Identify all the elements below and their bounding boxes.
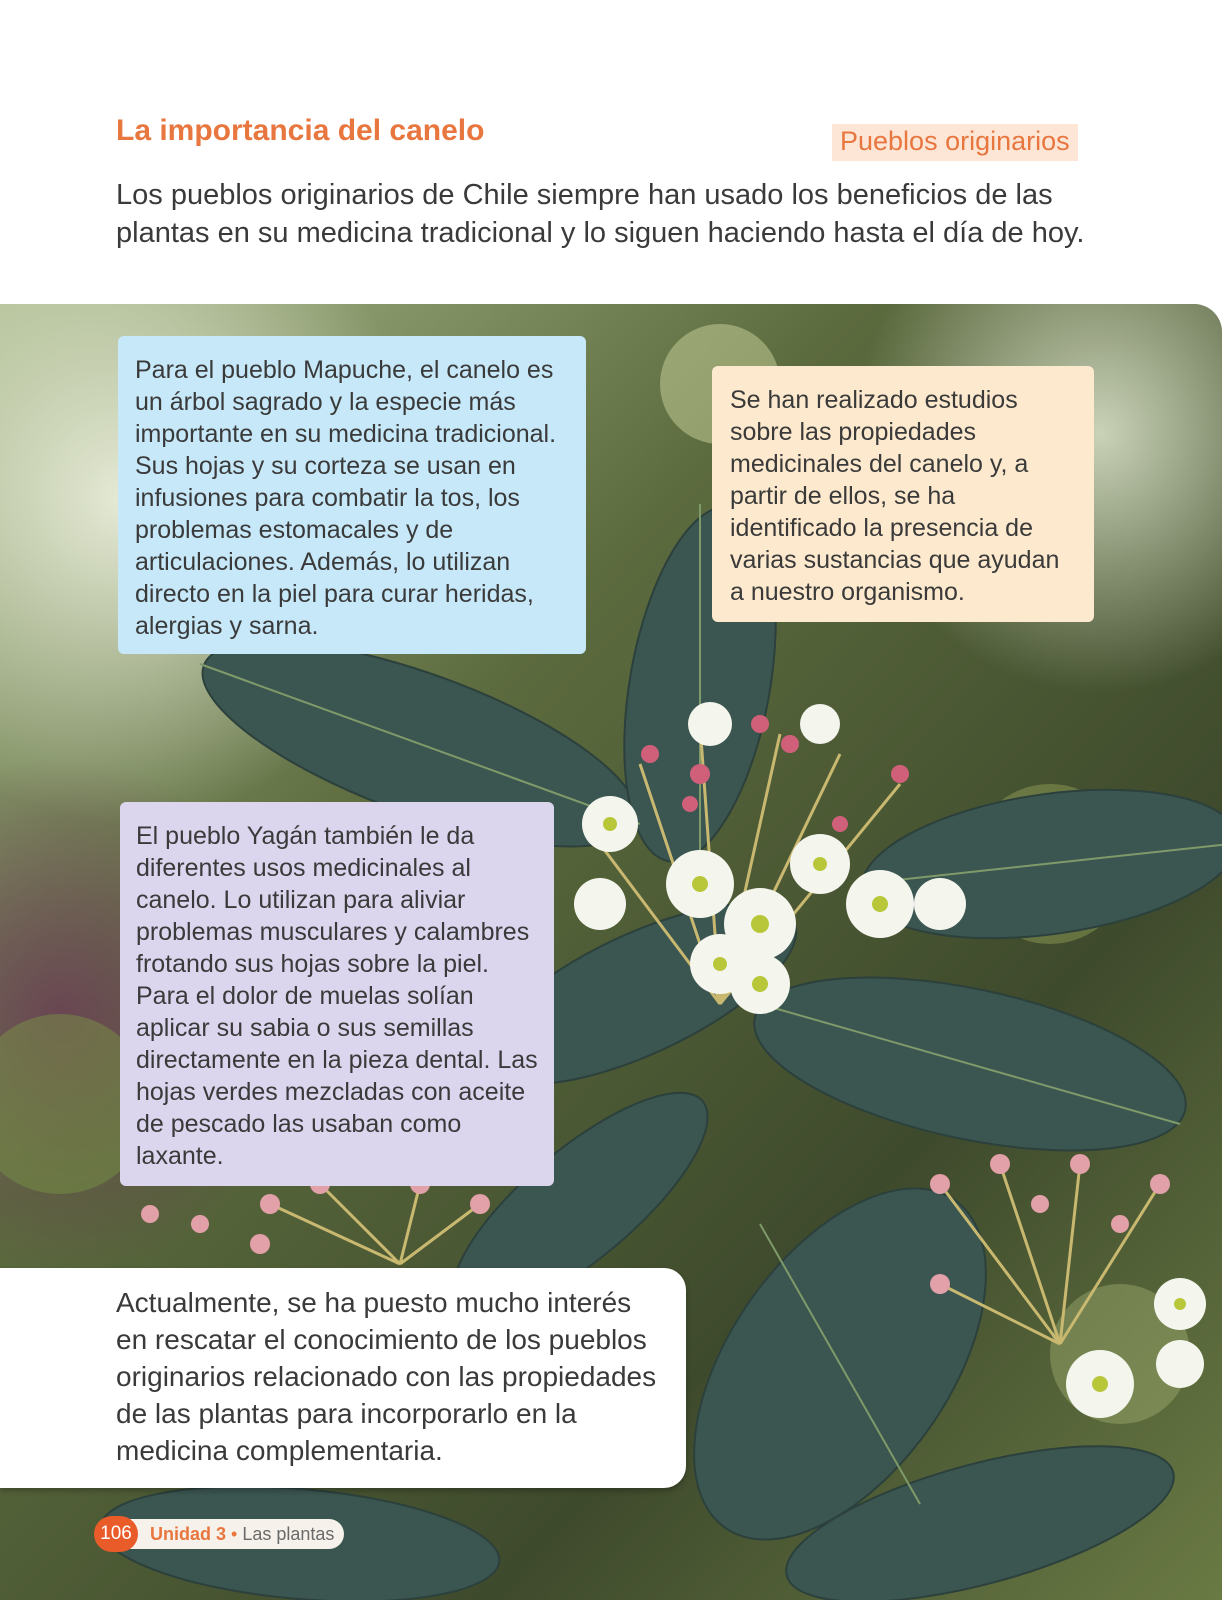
intro-paragraph: Los pueblos originarios de Chile siempre han usado los beneficios de las plantas en su medicina tradicional y lo siguen haciendo hasta el día de hoy. <box>116 179 1085 249</box>
page-footer <box>94 1516 344 1552</box>
unit-name: Las plantas <box>242 1523 335 1544</box>
section-tag: Pueblos originarios <box>832 124 1078 161</box>
mapuche-info-box: Para el pueblo Mapuche, el canelo es un árbol sagrado y la especie más importante en su medicina tradicional. Sus hojas y su corteza se usan en infusiones para combatir la tos, los problemas estomacales y de articulaciones. Además, lo utilizan directo en la piel para curar heridas, alergias y sarna. <box>118 336 586 654</box>
yagan-info-box: El pueblo Yagán también le da diferentes usos medicinales al canelo. Lo utilizan para aliviar problemas musculares y calambres frotando sus hojas sobre la piel. Para el dolor de muelas solían aplicar su sabia o sus semillas directamente en la pieza dental. Las hojas verdes mezcladas con aceite de pescado las usaban como laxante. <box>120 802 554 1186</box>
studies-info-box: Se han realizado estudios sobre las propiedades medicinales del canelo y, a partir de ellos, se ha identificado la presencia de varias sustancias que ayudan a nuestro organismo. <box>712 366 1094 622</box>
unit-label-pill <box>124 1519 344 1549</box>
page-number: 106 <box>94 1516 138 1552</box>
actualmente-info-box: Actualmente, se ha puesto mucho interés en rescatar el conocimiento de los pueblos originarios relacionado con las propiedades de las plantas para incorporarlo en la medicina complementaria. <box>0 1268 686 1488</box>
unit-label: Unidad 3 <box>150 1523 227 1544</box>
unit-separator: • <box>231 1523 238 1544</box>
page-title: La importancia del canelo <box>116 114 485 147</box>
